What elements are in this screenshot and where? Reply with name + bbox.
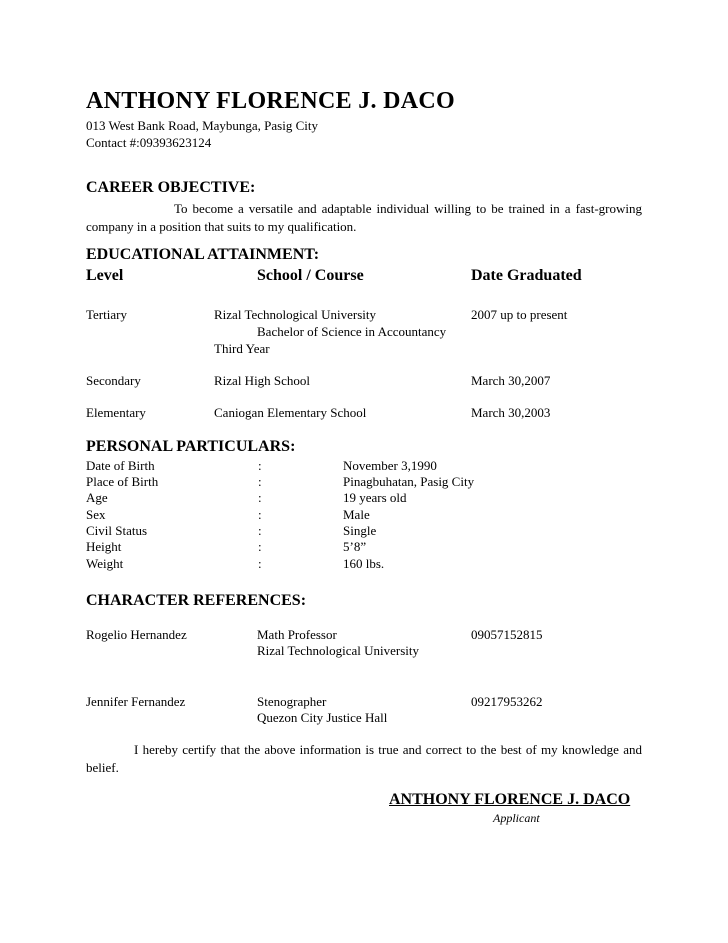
certification-body: I hereby certify that the above information is true and correct to the best of my knowledge and belief.: [86, 742, 642, 775]
career-objective-heading: CAREER OBJECTIVE:: [86, 179, 256, 196]
personal-heading: PERSONAL PARTICULARS:: [86, 438, 296, 455]
edu-course-tertiary: Bachelor of Science in Accountancy: [257, 324, 447, 339]
edu-date-elementary: March 30,2003: [471, 405, 551, 420]
edu-level-secondary: Secondary: [86, 373, 141, 388]
personal-value: November 3,1990: [343, 458, 437, 473]
personal-value: Male: [343, 507, 370, 522]
edu-date-secondary: March 30,2007: [471, 373, 551, 388]
career-objective-text: [86, 200, 642, 236]
column-school-course: School / Course: [257, 267, 364, 284]
personal-label: Age: [86, 490, 108, 505]
personal-value: 5’8”: [343, 539, 367, 554]
personal-label: Weight: [86, 556, 124, 571]
personal-value: 19 years old: [343, 490, 407, 505]
personal-label: Height: [86, 539, 122, 554]
edu-school-secondary: Rizal High School: [214, 373, 311, 388]
reference-organization: Rizal Technological University: [257, 643, 420, 658]
column-date-graduated: Date Graduated: [471, 267, 582, 284]
certification-statement: [86, 741, 642, 777]
reference-phone: 09217953262: [471, 694, 543, 709]
edu-school-elementary: Caniogan Elementary School: [214, 405, 367, 420]
personal-separator: :: [258, 474, 262, 489]
personal-separator: :: [258, 523, 262, 538]
edu-school-tertiary: Rizal Technological University: [214, 307, 377, 322]
edu-date-tertiary: 2007 up to present: [471, 307, 568, 322]
reference-name: Rogelio Hernandez: [86, 627, 187, 642]
reference-position: Stenographer: [257, 694, 327, 709]
signature-name: ANTHONY FLORENCE J. DACO: [389, 791, 631, 808]
reference-name: Jennifer Fernandez: [86, 694, 186, 709]
personal-value: Pinagbuhatan, Pasig City: [343, 474, 475, 489]
column-level: Level: [86, 267, 124, 284]
personal-label: Sex: [86, 507, 106, 522]
career-objective-body: To become a versatile and adaptable individual willing to be trained in a fast-growing company in a position that suits to my qualification.: [86, 201, 642, 234]
edu-level-elementary: Elementary: [86, 405, 146, 420]
personal-separator: :: [258, 556, 262, 571]
address: 013 West Bank Road, Maybunga, Pasig City: [86, 118, 318, 133]
personal-separator: :: [258, 539, 262, 554]
applicant-name: ANTHONY FLORENCE J. DACO: [86, 88, 455, 114]
personal-value: 160 lbs.: [343, 556, 385, 571]
contact-number: Contact #:09393623124: [86, 135, 212, 150]
personal-label: Civil Status: [86, 523, 148, 538]
edu-year-level-tertiary: Third Year: [214, 341, 270, 356]
edu-level-tertiary: Tertiary: [86, 307, 127, 322]
personal-label: Place of Birth: [86, 474, 159, 489]
education-heading: EDUCATIONAL ATTAINMENT:: [86, 246, 320, 263]
personal-value: Single: [343, 523, 377, 538]
reference-organization: Quezon City Justice Hall: [257, 710, 388, 725]
personal-separator: :: [258, 490, 262, 505]
personal-label: Date of Birth: [86, 458, 155, 473]
signature-role: Applicant: [493, 811, 540, 825]
references-heading: CHARACTER REFERENCES:: [86, 592, 307, 609]
personal-separator: :: [258, 507, 262, 522]
reference-position: Math Professor: [257, 627, 337, 642]
personal-separator: :: [258, 458, 262, 473]
reference-phone: 09057152815: [471, 627, 543, 642]
